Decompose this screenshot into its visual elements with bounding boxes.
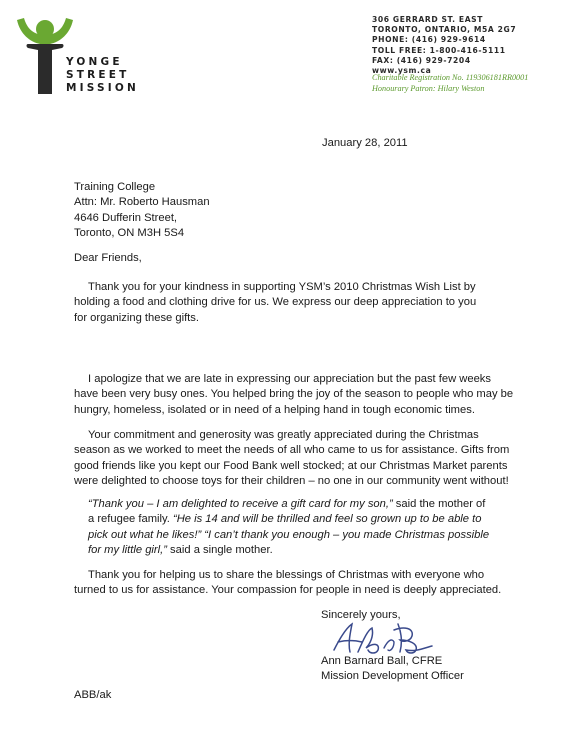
- charitable-registration: Charitable Registration No. 119306181RR0001: [372, 73, 529, 82]
- paragraph-line: Thank you for helping us to share the blessings of Christmas with everyone who: [88, 569, 485, 581]
- recipient-line: Toronto, ON M3H 5S4: [74, 227, 185, 240]
- paragraph-5: [74, 568, 501, 599]
- quote-text: for my little girl,”: [88, 544, 167, 557]
- closing: Sincerely yours,: [321, 609, 401, 621]
- letter-date: January 28, 2011: [322, 137, 408, 149]
- paragraph-line: I apologize that we are late in expressing our appreciation but the past few weeks: [88, 373, 491, 385]
- paragraph-line: turned to us for assistance. Your compassion for people in need is deeply appreciated.: [74, 584, 502, 597]
- paragraph-3: [74, 428, 509, 490]
- letterhead-address: [372, 15, 516, 76]
- toll-free-line: TOLL FREE: 1-800-416-5111: [372, 45, 506, 55]
- fax-line: FAX: (416) 929-7204: [372, 55, 471, 65]
- charity-info: [372, 73, 528, 94]
- paragraph-line: [88, 512, 489, 527]
- attribution-text: said the mother of: [392, 498, 486, 510]
- recipient-address: [74, 180, 514, 242]
- paragraph-line: Thank you for your kindness in supporting YSM’s 2010 Christmas Wish List by: [88, 281, 476, 293]
- logo-word-yonge: YONGE: [66, 56, 123, 68]
- paragraph-line: season as we worked to meet the needs of all who came to us for assistance. Gifts from: [74, 444, 510, 457]
- paragraph-line: holding a food and clothing drive for us. We express our deep appreciation to you: [74, 296, 477, 309]
- reference-initials: ABB/ak: [74, 689, 112, 701]
- paragraph-line: for organizing these gifts.: [74, 311, 199, 324]
- phone-line: PHONE: (416) 929-9614: [372, 35, 486, 45]
- paragraph-line: were delighted to choose toys for their children – no one in our community went without!: [74, 475, 509, 488]
- signer-title: Mission Development Officer: [321, 670, 464, 682]
- signer-name: Ann Barnard Ball, CFRE: [321, 655, 443, 667]
- paragraph-4-quotes: [88, 497, 489, 559]
- salutation: Dear Friends,: [74, 252, 142, 264]
- plain-text: a refugee family.: [88, 513, 173, 526]
- attribution-text: said a single mother.: [166, 544, 273, 557]
- logo-word-mission: MISSION: [66, 82, 140, 94]
- handwritten-signature-icon: [328, 620, 438, 658]
- recipient-line: Attn: Mr. Roberto Hausman: [74, 196, 210, 209]
- paragraph-line: [88, 543, 489, 558]
- honourary-patron: Honourary Patron: Hilary Weston: [372, 83, 485, 93]
- website-link[interactable]: www.ysm.ca: [372, 66, 432, 76]
- paragraph-line: Your commitment and generosity was greatly appreciated during the Christmas: [88, 429, 479, 441]
- quote-text: pick out what he likes!” “I can’t thank you enough – you made Christmas possible: [88, 528, 490, 541]
- paragraph-1: [74, 280, 476, 326]
- paragraph-line: [88, 497, 489, 512]
- paragraph-line: [88, 528, 489, 543]
- logo-word-street: STREET: [66, 69, 130, 81]
- paragraph-line: hungry, homeless, isolated or in need of a helping hand in tough economic times.: [74, 403, 475, 416]
- paragraph-line: good friends like you kept our Food Bank well stocked; at our Christmas Market parents: [74, 459, 508, 472]
- recipient-line: 4646 Dufferin Street,: [74, 211, 178, 224]
- recipient-line: Training College: [74, 181, 156, 193]
- address-line: 306 GERRARD ST. EAST: [372, 15, 484, 24]
- paragraph-2: [74, 372, 513, 418]
- quote-text: “Thank you – I am delighted to receive a gift card for my son,”: [88, 498, 393, 510]
- quote-text: “He is 14 and will be thrilled and feel so grown up to be able to: [172, 513, 482, 526]
- paragraph-line: have been very busy ones. You helped bring the joy of the season to people who may be: [74, 388, 514, 401]
- address-line: TORONTO, ONTARIO, M5A 2G7: [372, 25, 517, 35]
